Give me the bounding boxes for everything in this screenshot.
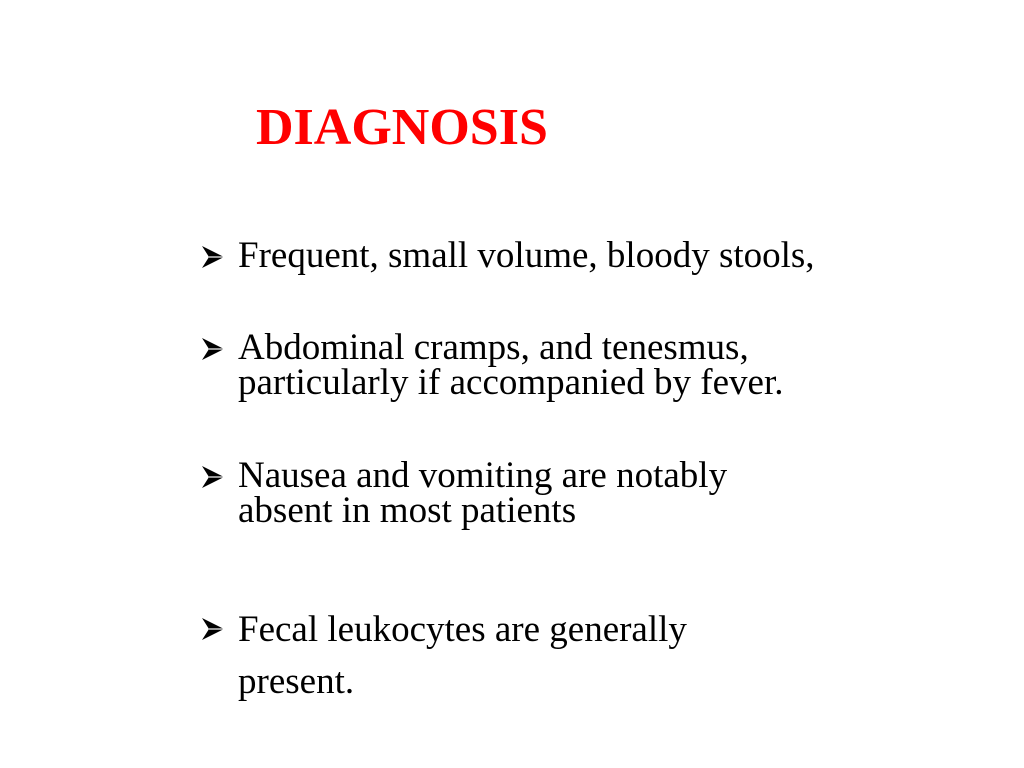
bullet-item	[200, 235, 980, 276]
arrow-bullet-icon	[200, 464, 226, 490]
arrow-bullet-icon	[200, 616, 226, 642]
slide-title: DIAGNOSIS	[256, 99, 548, 156]
arrow-bullet-icon	[200, 244, 226, 270]
bullet-text: Frequent, small volume, bloody stools,	[238, 235, 815, 276]
arrow-bullet-icon	[200, 336, 226, 362]
bullet-text: Fecal leukocytes are generally present.	[238, 609, 687, 702]
bullet-item	[200, 455, 980, 531]
bullet-text: Abdominal cramps, and tenesmus, particularly if accompanied by fever.	[238, 327, 784, 403]
bullet-text: Nausea and vomiting are notably absent in most patients	[238, 455, 728, 531]
bullet-item	[200, 327, 980, 403]
bullet-item	[200, 604, 980, 708]
